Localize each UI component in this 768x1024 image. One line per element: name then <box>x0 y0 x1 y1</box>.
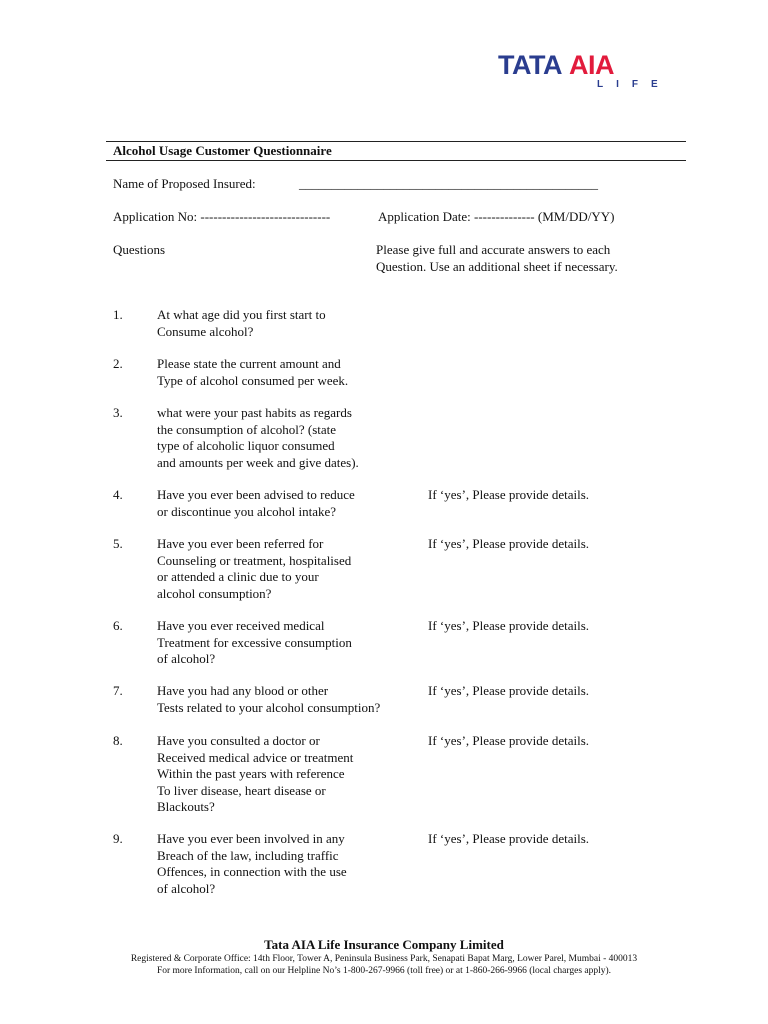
footer-address: Registered & Corporate Office: 14th Floor, Tower A, Peninsula Business Park, Senapati Bapat Marg, Lower Parel, Mumbai - 400013 <box>130 954 638 964</box>
name-blank-field[interactable]: ______________________________________________ <box>299 176 598 191</box>
question-text: Have you ever received medical Treatment for excessive consumption of alcohol? <box>157 618 352 666</box>
question-text: Have you had any blood or other Tests related to your alcohol consumption? <box>157 683 381 715</box>
logo-tata-text: TATA <box>498 50 562 80</box>
question-text: At what age did you first start to Consume alcohol? <box>157 307 326 339</box>
title-top-rule <box>106 141 686 142</box>
question-number: 7. <box>113 683 123 698</box>
footer-company-name: Tata AIA Life Insurance Company Limited <box>264 937 504 952</box>
details-prompt: If ‘yes’, Please provide details. <box>428 733 590 748</box>
instructions-text: Please give full and accurate answers to each Question. Use an additional sheet if necessary. <box>376 242 618 274</box>
application-no-field[interactable]: Application No: ------------------------------ <box>113 209 331 224</box>
details-prompt: If ‘yes’, Please provide details. <box>428 683 590 698</box>
logo-aia-text: AIA <box>568 50 614 80</box>
question-text: Please state the current amount and Type of alcohol consumed per week. <box>157 356 349 388</box>
question-text: what were your past habits as regards the consumption of alcohol? (state type of alcoholic liquor consumed and amounts per week and give dates). <box>157 405 359 470</box>
details-prompt: If ‘yes’, Please provide details. <box>428 831 590 846</box>
question-number: 4. <box>113 487 123 502</box>
title-bottom-rule <box>106 160 686 161</box>
form-title: Alcohol Usage Customer Questionnaire <box>113 143 332 158</box>
questions-heading: Questions <box>113 242 165 257</box>
application-date-field[interactable]: Application Date: -------------- (MM/DD/YY) <box>378 209 615 224</box>
question-text: Have you ever been referred for Counseling or treatment, hospitalised or attended a clinic due to your alcohol consumption? <box>157 536 352 601</box>
question-number: 8. <box>113 733 123 748</box>
footer-helpline: For more Information, call on our Helpline No’s 1-800-267-9966 (toll free) or at 1-860-266-9966 (local charges apply). <box>156 966 612 976</box>
name-label: Name of Proposed Insured: <box>113 176 256 191</box>
question-number: 5. <box>113 536 123 551</box>
question-text: Have you ever been involved in any Breach of the law, including traffic Offences, in connection with the use of alcohol? <box>157 831 347 896</box>
company-logo <box>498 50 614 80</box>
question-number: 6. <box>113 618 123 633</box>
question-text: Have you ever been advised to reduce or discontinue you alcohol intake? <box>157 487 355 519</box>
question-number: 1. <box>113 307 123 322</box>
details-prompt: If ‘yes’, Please provide details. <box>428 536 590 551</box>
question-number: 9. <box>113 831 123 846</box>
question-number: 3. <box>113 405 123 420</box>
details-prompt: If ‘yes’, Please provide details. <box>428 618 590 633</box>
logo-life-text: LIFE <box>597 79 671 90</box>
question-number: 2. <box>113 356 123 371</box>
question-text: Have you consulted a doctor or Received medical advice or treatment Within the past years with reference To liver disease, heart disease or Blackouts? <box>157 733 354 814</box>
details-prompt: If ‘yes’, Please provide details. <box>428 487 590 502</box>
